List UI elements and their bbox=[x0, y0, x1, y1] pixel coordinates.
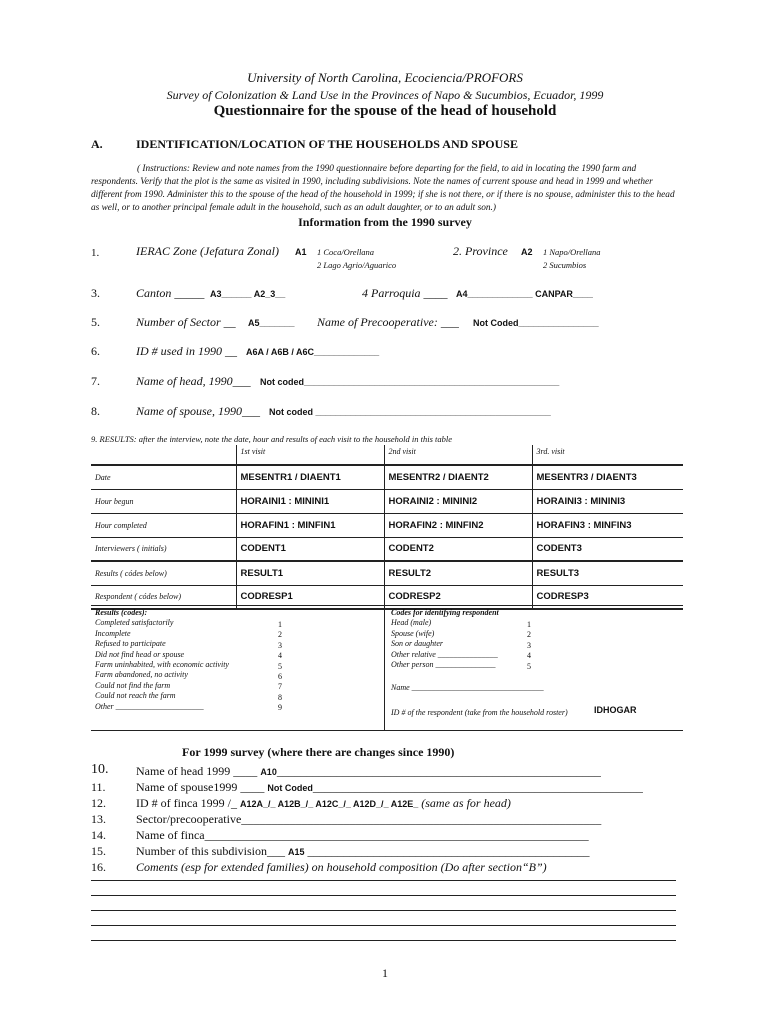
code-number: 3 bbox=[527, 640, 531, 650]
row-label: Hour begun bbox=[91, 489, 236, 513]
cell-visit-1: HORAFIN1 : MINFIN1 bbox=[236, 513, 384, 537]
q1-option-1: 1 Coca/Orellana bbox=[317, 247, 375, 257]
code-number: 2 bbox=[278, 630, 282, 640]
q15-number: 15. bbox=[91, 844, 106, 858]
cell-visit-2: HORAINI2 : MININI2 bbox=[384, 489, 532, 513]
code-number: 3 bbox=[278, 640, 282, 650]
code-number: 5 bbox=[527, 661, 531, 671]
cell-visit-2: RESULT2 bbox=[384, 561, 532, 585]
table-row bbox=[91, 561, 683, 585]
q5-code: A5_______ bbox=[248, 318, 295, 328]
comment-line bbox=[91, 910, 676, 911]
code-number: 1 bbox=[278, 620, 282, 629]
q8-number: 8. bbox=[91, 404, 100, 418]
section-letter: A. bbox=[91, 137, 103, 151]
q10-label: Name of head 1999 ____ bbox=[136, 764, 261, 778]
code-number: 1 bbox=[527, 620, 531, 629]
row-label: Date bbox=[91, 465, 236, 489]
comment-line bbox=[91, 880, 676, 881]
row-label: Results ( códes below) bbox=[91, 561, 236, 585]
code-number: 7 bbox=[278, 682, 282, 692]
list-item: Could not find the farm bbox=[95, 680, 171, 690]
q7-number: 7. bbox=[91, 374, 100, 388]
list-item: Refused to participate bbox=[95, 639, 166, 649]
list-item: Other ______________________ bbox=[95, 701, 204, 711]
respondent-id-line: ID # of the respondent (take from the household roster) bbox=[391, 708, 568, 717]
codes-box-divider bbox=[384, 605, 385, 730]
survey-institution: University of North Carolina, Ecociencia/PROFORS bbox=[247, 70, 523, 85]
q15-label: Number of this subdivision___ bbox=[136, 844, 288, 858]
cell-visit-2: MESENTR2 / DIAENT2 bbox=[384, 465, 532, 489]
q2-code: A2 bbox=[521, 247, 533, 257]
cell-visit-1: MESENTR1 / DIAENT1 bbox=[236, 465, 384, 489]
row-label: Interviewers ( initials) bbox=[91, 537, 236, 561]
respondent-codes-list bbox=[391, 608, 499, 670]
section-title: IDENTIFICATION/LOCATION OF THE HOUSEHOLDS AND SPOUSE bbox=[136, 137, 518, 151]
instructions-paragraph: ( Instructions: Review and note names from the 1990 questionnaire before departing for the field, to aid in locating the 1990 farm and respondents. Verify that the plot is the same as visited in 1990, including subdivisions. Note the names of current spouse and head in 1999 and whether different from 1990. Administer this to the spouse of the head of the household in 1999; if she is not there, or if there is no spouse, administer this to the head as well, or to another principal female adult in the household, such as an adult daughter, or to an adult son.) bbox=[91, 164, 675, 213]
q11-label: Name of spouse1999 ____ bbox=[136, 780, 268, 794]
q11-code: Not Coded bbox=[267, 783, 313, 793]
result-codes-title: Results (codes): bbox=[95, 608, 148, 617]
q13-line bbox=[136, 812, 601, 827]
q15-line bbox=[136, 844, 590, 859]
q14-number: 14. bbox=[91, 828, 106, 842]
survey-1999-title: For 1999 survey (where there are changes since 1990) bbox=[182, 745, 455, 759]
list-item: Other relative _______________ bbox=[391, 649, 498, 659]
survey-subtitle: Survey of Colonization & Land Use in the Provinces of Napo & Sucumbios, Ecuador, 1999 bbox=[166, 88, 604, 102]
q7-label: Name of head, 1990___ bbox=[136, 374, 251, 388]
result-codes-list bbox=[95, 608, 229, 712]
q1-code: A1 bbox=[295, 247, 307, 257]
visit-3-header: 3rd. visit bbox=[532, 445, 683, 465]
q16-number: 16. bbox=[91, 860, 106, 874]
q12-number: 12. bbox=[91, 796, 106, 810]
list-item: Did not find head or spouse bbox=[95, 649, 185, 659]
q11-rest: _______________________________________________________ bbox=[312, 780, 643, 794]
q6-number: 6. bbox=[91, 344, 100, 358]
info-1990-heading: Information from the 1990 survey bbox=[298, 215, 472, 229]
q8-code: Not coded _______________________________________________ bbox=[269, 407, 551, 417]
page-title: Questionnaire for the spouse of the head of household bbox=[213, 103, 557, 119]
q2-option-2: 2 Sucumbios bbox=[543, 260, 587, 270]
q15-rest: _______________________________________________ bbox=[304, 844, 590, 858]
q3-label: Canton _____ bbox=[136, 286, 205, 300]
q13-label: Sector/precooperative bbox=[136, 812, 242, 826]
result-codes-numbers bbox=[274, 620, 286, 714]
q12-code: A12A_/_ A12B_/_ A12C_/_ A12D_/_ A12E_ bbox=[239, 799, 419, 809]
table-row bbox=[91, 489, 683, 513]
code-number: 4 bbox=[527, 651, 531, 661]
q10-line bbox=[136, 764, 601, 779]
list-item: Completed satisfactorily bbox=[95, 618, 174, 628]
q5b-code: Not Coded________________ bbox=[473, 318, 599, 328]
table-row bbox=[91, 513, 683, 537]
q4-label: 4 Parroquia ____ bbox=[362, 286, 448, 300]
q3-number: 3. bbox=[91, 286, 100, 300]
respondent-name-line: Name _________________________________ bbox=[391, 683, 544, 692]
page-number: 1 bbox=[382, 966, 388, 980]
cell-visit-1: HORAINI1 : MININI1 bbox=[236, 489, 384, 513]
q2-label: 2. Province bbox=[453, 244, 508, 258]
cell-visit-3: CODENT3 bbox=[532, 537, 683, 561]
cell-visit-2: CODENT2 bbox=[384, 537, 532, 561]
q5b-label: Name of Precooperative: ___ bbox=[317, 315, 459, 329]
cell-visit-1: RESULT1 bbox=[236, 561, 384, 585]
cell-visit-3: MESENTR3 / DIAENT3 bbox=[532, 465, 683, 489]
row-label: Respondent ( códes below) bbox=[91, 585, 236, 609]
q11-number: 11. bbox=[91, 780, 106, 794]
q10-number: 10. bbox=[91, 762, 109, 777]
codes-box-top bbox=[91, 605, 683, 606]
respondent-codes-numbers bbox=[523, 620, 535, 672]
respondent-id-code: IDHOGAR bbox=[594, 705, 637, 715]
q5-label: Number of Sector __ bbox=[136, 315, 236, 329]
cell-visit-1: CODRESP1 bbox=[236, 585, 384, 609]
q12-line bbox=[136, 796, 511, 811]
code-number: 4 bbox=[278, 651, 282, 661]
q13-number: 13. bbox=[91, 812, 106, 826]
visit-2-header: 2nd visit bbox=[384, 445, 532, 465]
list-item: Could not reach the farm bbox=[95, 691, 176, 701]
q1-option-2: 2 Lago Agrio/Aguarico bbox=[317, 260, 397, 270]
q1-label: IERAC Zone (Jefatura Zonal) bbox=[136, 244, 279, 258]
cell-visit-3: HORAINI3 : MININI3 bbox=[532, 489, 683, 513]
q12-label: ID # of finca 1999 /_ bbox=[136, 796, 240, 810]
q8-label: Name of spouse, 1990___ bbox=[136, 404, 260, 418]
q7-code: Not coded___________________________________________________ bbox=[260, 377, 560, 387]
q14-line bbox=[136, 828, 589, 843]
q6-label: ID # used in 1990 __ bbox=[136, 344, 237, 358]
q10-rest: ______________________________________________________ bbox=[276, 764, 601, 778]
list-item: Incomplete bbox=[95, 628, 131, 638]
code-number: 2 bbox=[527, 630, 531, 640]
q2-option-1: 1 Napo/Orellana bbox=[543, 247, 601, 257]
q14-label: Name of finca bbox=[136, 828, 205, 842]
q11-line bbox=[136, 780, 643, 795]
results-table-header bbox=[91, 445, 683, 465]
list-item: Farm abandoned, no activity bbox=[95, 670, 188, 680]
cell-visit-3: RESULT3 bbox=[532, 561, 683, 585]
q10-code: A10 bbox=[260, 767, 277, 777]
list-item: Spouse (wife) bbox=[391, 628, 435, 638]
list-item: Son or daughter bbox=[391, 639, 443, 649]
comment-line bbox=[91, 925, 676, 926]
q12-rest: (same as for head) bbox=[418, 796, 511, 810]
codes-box-bottom bbox=[91, 730, 683, 731]
q5-number: 5. bbox=[91, 315, 100, 329]
table-row bbox=[91, 537, 683, 561]
q13-rest: ____________________________________________________________ bbox=[241, 812, 602, 826]
comment-line bbox=[91, 895, 676, 896]
code-number: 5 bbox=[278, 661, 282, 671]
q6-code: A6A / A6B / A6C_____________ bbox=[246, 347, 380, 357]
row-label: Hour completed bbox=[91, 513, 236, 537]
comment-line bbox=[91, 940, 676, 941]
respondent-codes-title: Codes for identifying respondent bbox=[391, 608, 499, 617]
q16-label: Coments (esp for extended families) on household composition (Do after section“B”) bbox=[136, 860, 547, 874]
cell-visit-2: CODRESP2 bbox=[384, 585, 532, 609]
q4-code: A4_____________ CANPAR____ bbox=[456, 289, 593, 299]
q14-rest: ________________________________________________________________ bbox=[204, 828, 589, 842]
visit-1-header: 1st visit bbox=[236, 445, 384, 465]
list-item: Other person _______________ bbox=[391, 660, 496, 670]
list-item: Head (male) bbox=[391, 618, 432, 628]
list-item: Farm uninhabited, with economic activity bbox=[95, 660, 229, 670]
q9-text: 9. RESULTS: after the interview, note the date, hour and results of each visit to the household in this table bbox=[91, 434, 453, 444]
code-number: 8 bbox=[278, 692, 282, 702]
q15-code: A15 bbox=[288, 847, 305, 857]
code-number: 9 bbox=[278, 703, 282, 713]
q1-number: 1. bbox=[91, 247, 100, 259]
cell-visit-3: CODRESP3 bbox=[532, 585, 683, 609]
results-table bbox=[91, 445, 683, 610]
cell-visit-3: HORAFIN3 : MINFIN3 bbox=[532, 513, 683, 537]
code-number: 6 bbox=[278, 672, 282, 682]
table-row bbox=[91, 465, 683, 489]
q3-code: A3______ A2_3__ bbox=[210, 289, 286, 299]
cell-visit-1: CODENT1 bbox=[236, 537, 384, 561]
cell-visit-2: HORAFIN2 : MINFIN2 bbox=[384, 513, 532, 537]
